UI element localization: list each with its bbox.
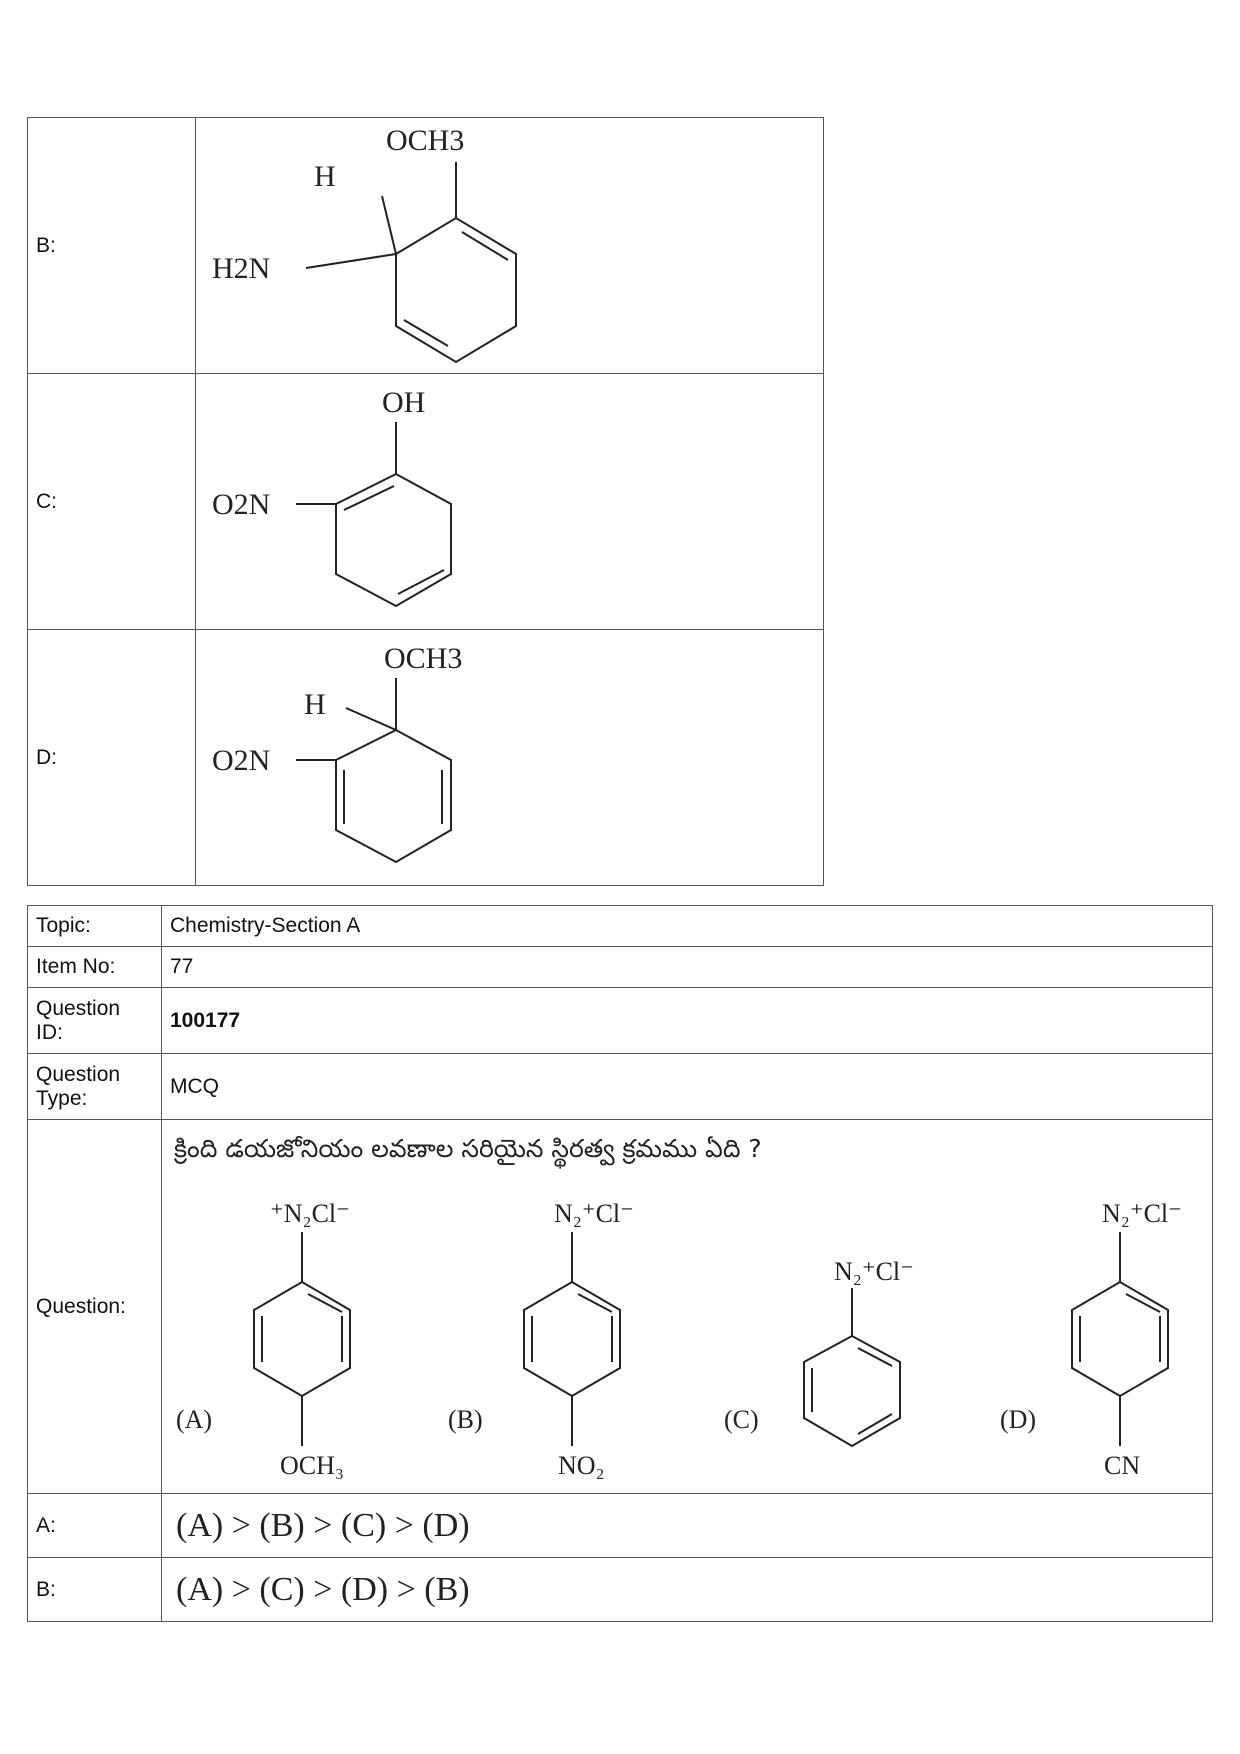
answer-option-expression: (A) > (B) > (C) > (D) bbox=[162, 1494, 1213, 1558]
compound-c bbox=[724, 1257, 914, 1446]
group-h: H bbox=[304, 688, 326, 721]
group-och3: OCH3 bbox=[384, 642, 463, 675]
compound-b bbox=[448, 1199, 634, 1480]
benzene-ring bbox=[254, 1282, 350, 1396]
structure-d bbox=[196, 630, 816, 880]
group-oh: OH bbox=[382, 386, 426, 419]
top-options-table bbox=[27, 117, 824, 886]
compound-a bbox=[176, 1199, 350, 1480]
structure-b bbox=[196, 118, 816, 368]
topic-label: Topic: bbox=[28, 906, 162, 947]
group-h: H bbox=[314, 160, 336, 193]
question-type-value: MCQ bbox=[162, 1054, 1213, 1120]
compound-bottom-group: CN bbox=[1104, 1451, 1141, 1480]
option-label: D: bbox=[28, 630, 196, 886]
compound-top-group: N₂⁺Cl⁻ bbox=[1102, 1199, 1182, 1228]
group-och3: OCH3 bbox=[386, 124, 465, 157]
option-label: B: bbox=[28, 118, 196, 374]
group-h2n: H2N bbox=[212, 252, 271, 285]
group-o2n: O2N bbox=[212, 488, 271, 521]
benzene-ring bbox=[1072, 1282, 1168, 1396]
benzene-ring bbox=[804, 1336, 900, 1446]
compound-d bbox=[1000, 1199, 1182, 1480]
item-no-value: 77 bbox=[162, 947, 1213, 988]
topic-value: Chemistry-Section A bbox=[162, 906, 1213, 947]
group-o2n: O2N bbox=[212, 744, 271, 777]
question-id-value: 100177 bbox=[162, 988, 1213, 1054]
compound-top-group: ⁺N₂Cl⁻ bbox=[270, 1199, 350, 1228]
ring bbox=[396, 218, 516, 362]
compound-top-group: N₂⁺Cl⁻ bbox=[834, 1257, 914, 1286]
ring bbox=[336, 730, 451, 862]
option-label: C: bbox=[28, 374, 196, 630]
benzene-ring bbox=[524, 1282, 620, 1396]
structure-c bbox=[196, 374, 816, 624]
option-structure bbox=[196, 374, 824, 630]
answer-option-label: A: bbox=[28, 1494, 162, 1558]
option-structure bbox=[196, 630, 824, 886]
question-id-label: Question ID: bbox=[28, 988, 162, 1054]
question-body bbox=[162, 1120, 1213, 1494]
compound-tag: (C) bbox=[724, 1405, 759, 1434]
compound-tag: (D) bbox=[1000, 1405, 1037, 1434]
compound-tag: (A) bbox=[176, 1405, 213, 1434]
answer-option-label: B: bbox=[28, 1558, 162, 1622]
ring bbox=[336, 474, 451, 606]
compound-figures bbox=[162, 1170, 1212, 1488]
compound-bottom-group: OCH₃ bbox=[280, 1451, 344, 1480]
question-info-table bbox=[27, 905, 1213, 1622]
compound-bottom-group: NO₂ bbox=[558, 1451, 605, 1480]
question-text: క్రింది డయజోనియం లవణాల సరియైన స్థిరత్వ క్రమము ఏది ? bbox=[174, 1134, 762, 1163]
question-label: Question: bbox=[28, 1120, 162, 1494]
compound-tag: (B) bbox=[448, 1405, 483, 1434]
item-no-label: Item No: bbox=[28, 947, 162, 988]
compound-top-group: N₂⁺Cl⁻ bbox=[554, 1199, 634, 1228]
answer-option-expression: (A) > (C) > (D) > (B) bbox=[162, 1558, 1213, 1622]
question-type-label: Question Type: bbox=[28, 1054, 162, 1120]
option-structure bbox=[196, 118, 824, 374]
